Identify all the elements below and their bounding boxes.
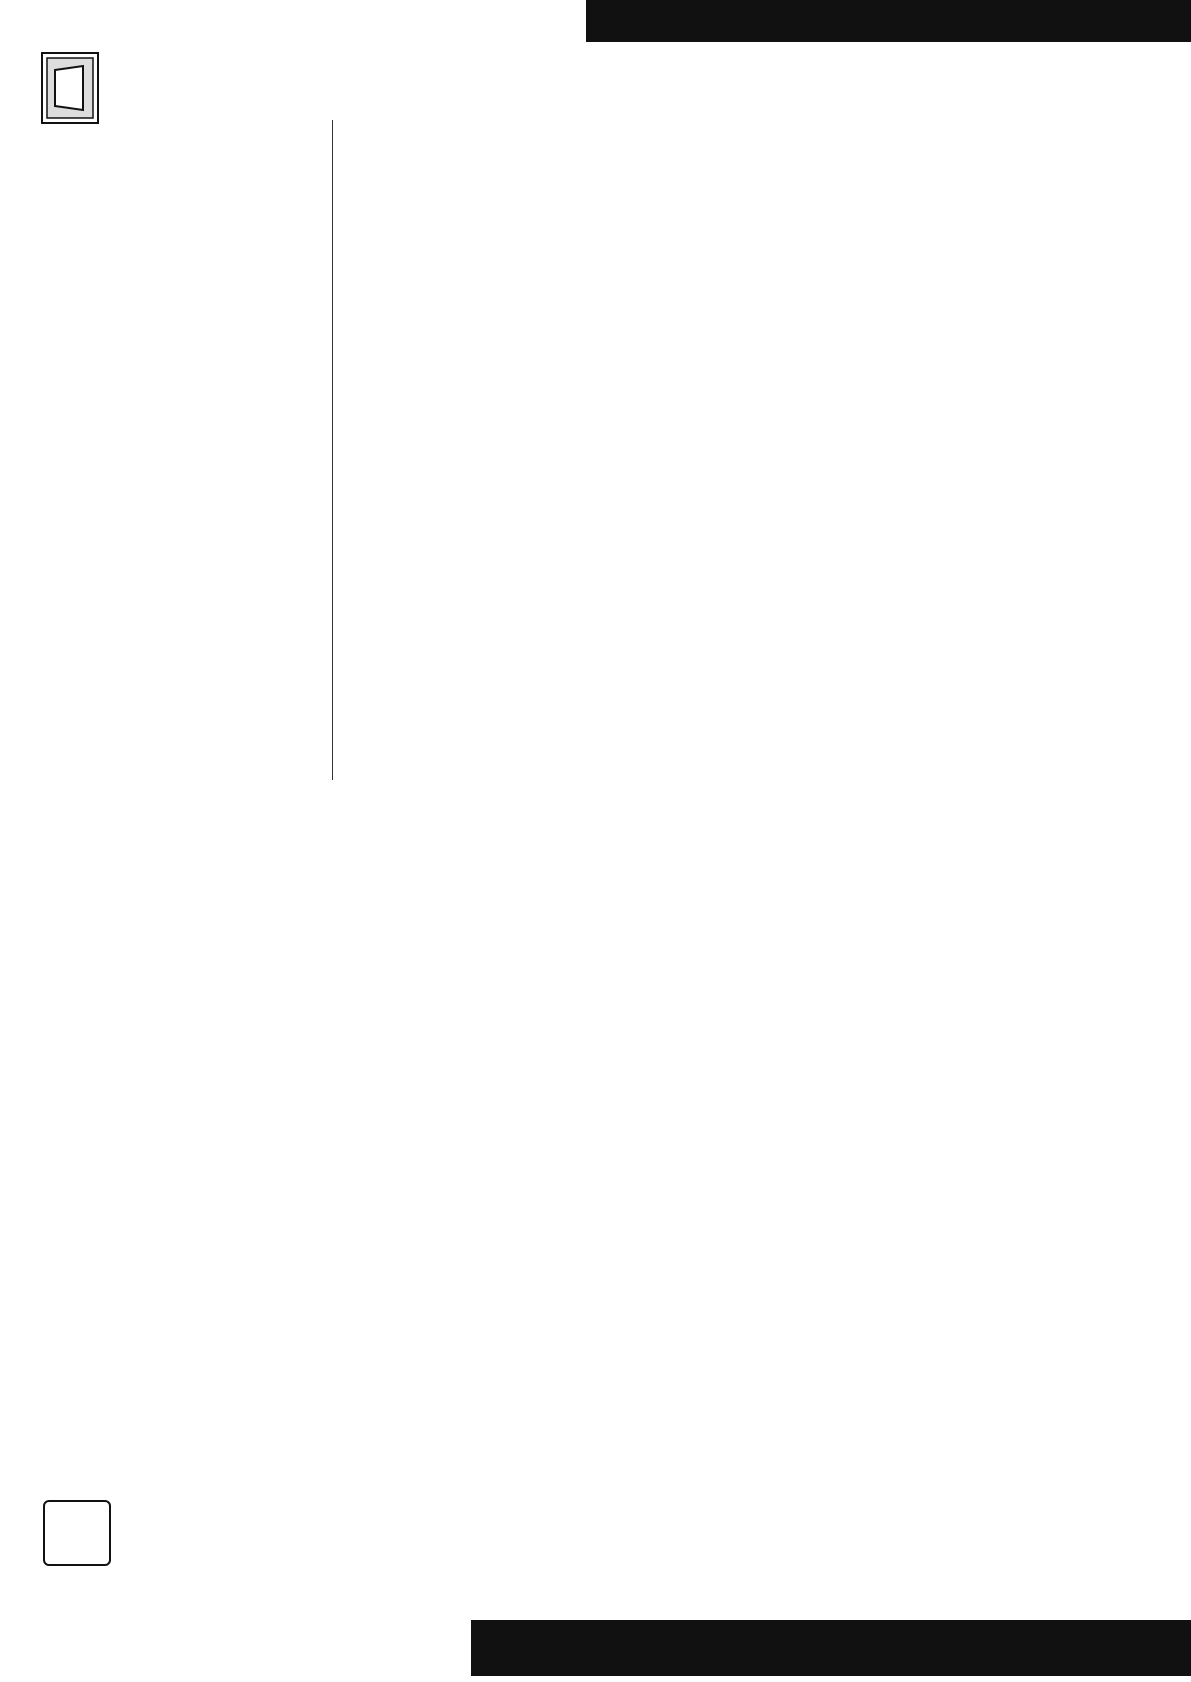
header-rule <box>332 120 333 780</box>
question-mark-icon <box>43 1500 111 1566</box>
section-banner-problem <box>471 1620 1191 1676</box>
wash-tub-icon <box>41 52 99 124</box>
section-banner-sorting <box>586 0 1191 42</box>
